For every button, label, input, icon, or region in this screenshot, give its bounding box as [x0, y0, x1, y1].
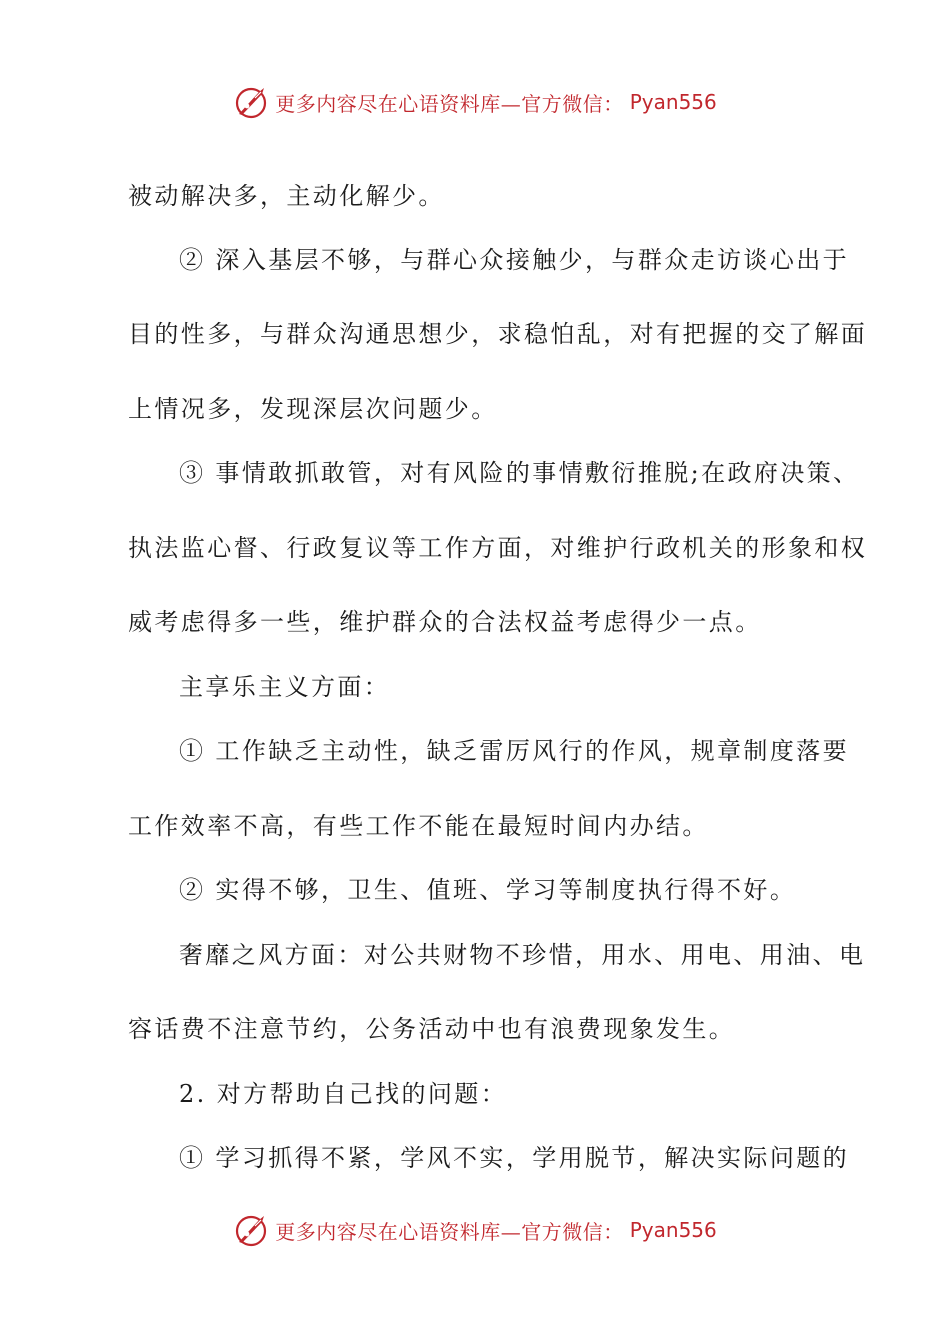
pen-logo-icon: [233, 84, 269, 120]
text-line: 执法监心督、行政复议等工作方面，对维护行政机关的形象和权: [128, 534, 868, 562]
pen-logo-icon: [233, 1212, 269, 1248]
footer-banner: [0, 1208, 950, 1252]
text-line: 工作效率不高，有些工作不能在最短时间内办结。: [128, 812, 709, 840]
section-heading: 主享乐主义方面：: [179, 673, 391, 701]
text-line: ② 实得不够，卫生、值班、学习等制度执行得不好。: [179, 876, 797, 904]
text-line: ① 学习抓得不紧，学风不实，学用脱节，解决实际问题的: [179, 1144, 850, 1172]
text-line: 上情况多，发现深层次问题少。: [128, 395, 498, 423]
footer-banner-contact: Pyan556: [629, 1218, 717, 1242]
footer-banner-text: 更多内容尽在心语资料库—官方微信：: [275, 1219, 624, 1244]
header-banner: [0, 80, 950, 124]
header-banner-contact: Pyan556: [629, 90, 717, 114]
text-line: 目的性多，与群众沟通思想少，求稳怕乱，对有把握的交了解面: [128, 320, 868, 348]
section-heading: 奢靡之风方面：对公共财物不珍惜，用水、用电、用油、电: [179, 941, 866, 969]
text-line: 容话费不注意节约，公务活动中也有浪费现象发生。: [128, 1015, 736, 1043]
text-line: ① 工作缺乏主动性，缺乏雷厉风行的作风，规章制度落要: [179, 737, 850, 765]
text-line: ② 深入基层不够，与群心众接触少，与群众走访谈心出于: [179, 246, 850, 274]
header-banner-text: 更多内容尽在心语资料库—官方微信：: [275, 91, 624, 116]
text-line: ③ 事情敢抓敢管，对有风险的事情敷衍推脱;在政府决策、: [179, 459, 860, 487]
section-heading: 2. 对方帮助自己找的问题：: [179, 1080, 508, 1108]
text-line: 威考虑得多一些，维护群众的合法权益考虑得少一点。: [128, 608, 762, 636]
text-line: 被动解决多，主动化解少。: [128, 182, 445, 210]
